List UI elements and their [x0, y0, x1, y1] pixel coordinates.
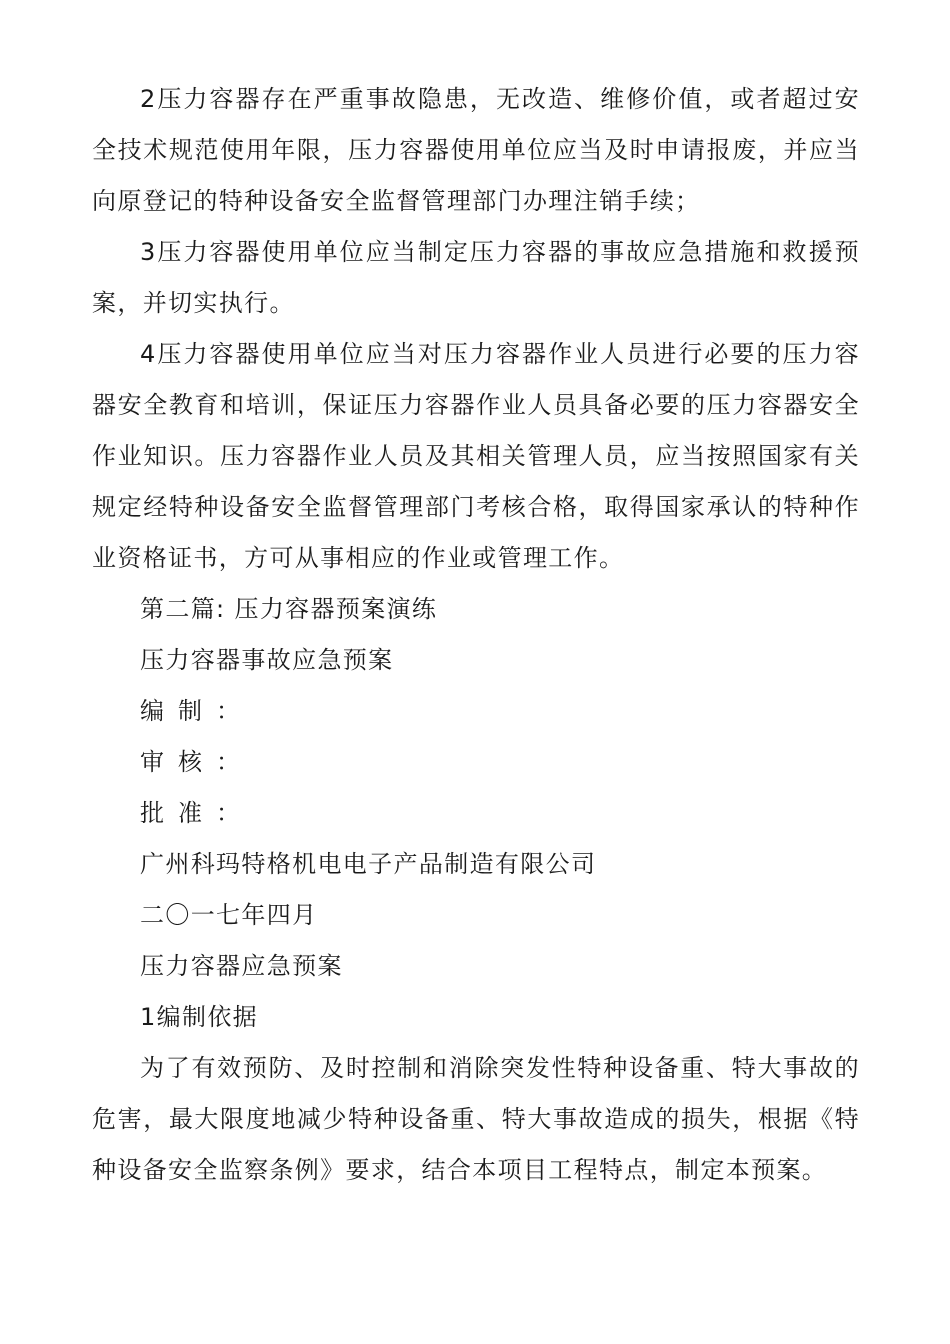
review-field [92, 737, 860, 788]
document-body [92, 74, 860, 1196]
paragraph-item-2: 2压力容器存在严重事故隐患，无改造、维修价值，或者超过安全技术规范使用年限，压力容器使用单位应当及时申请报废，并应当向原登记的特种设备安全监督管理部门办理注销手续； [92, 85, 860, 215]
section-title: 第二篇: 压力容器预案演练 [140, 595, 438, 623]
basis-paragraph: 为了有效预防、及时控制和消除突发性特种设备重、特大事故的危害，最大限度地减少特种设备重、特大事故造成的损失，根据《特种设备安全监察条例》要求，结合本项目工程特点，制定本预案。 [92, 1054, 860, 1184]
compile-field [92, 686, 860, 737]
review-label: 审核： [140, 748, 254, 776]
plan-title: 压力容器事故应急预案 [140, 646, 394, 674]
approve-field [92, 788, 860, 839]
document-date: 二〇一七年四月 [140, 901, 318, 929]
compile-label: 编制： [140, 697, 254, 725]
basis-heading: 1编制依据 [140, 1003, 259, 1031]
approve-label: 批准： [140, 799, 254, 827]
company-name: 广州科玛特格机电电子产品制造有限公司 [140, 850, 597, 878]
paragraph-item-3: 3压力容器使用单位应当制定压力容器的事故应急措施和救援预案，并切实执行。 [92, 238, 860, 317]
plan-subtitle: 压力容器应急预案 [140, 952, 343, 980]
paragraph-item-4: 4压力容器使用单位应当对压力容器作业人员进行必要的压力容器安全教育和培训，保证压力容器作业人员具备必要的压力容器安全作业知识。压力容器作业人员及其相关管理人员，应当按照国家有关规定经特种设备安全监督管理部门考核合格，取得国家承认的特种作业资格证书，方可从事相应的作业或管理工作。 [92, 340, 860, 572]
